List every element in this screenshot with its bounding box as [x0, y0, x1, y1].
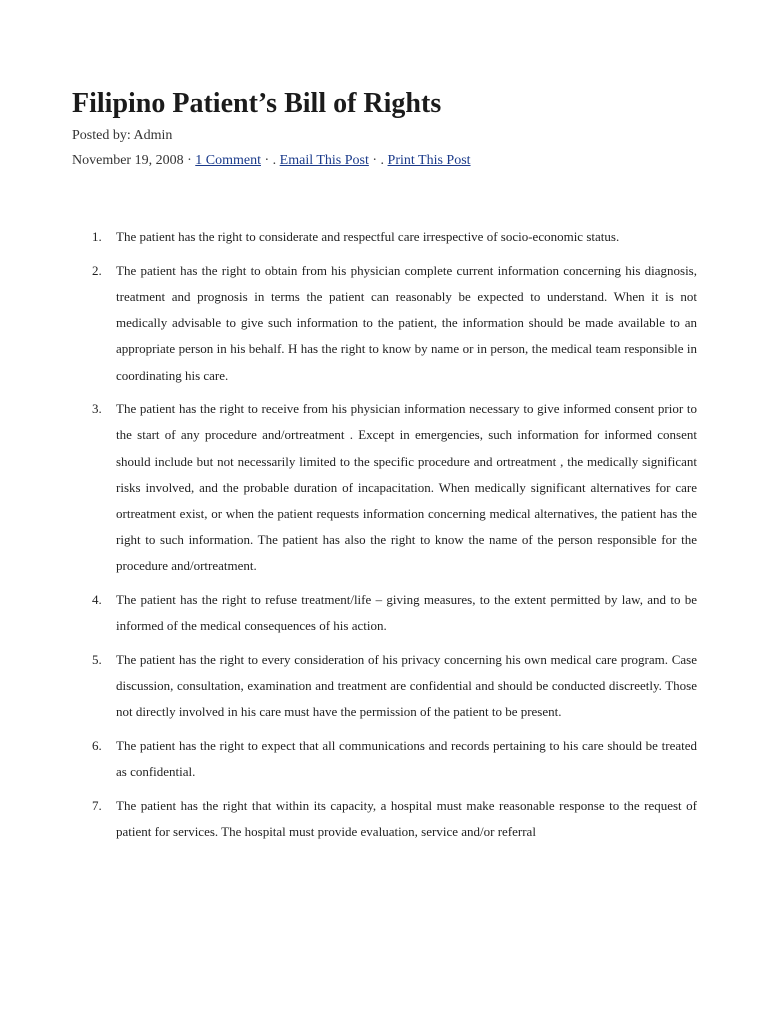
print-post-link[interactable]: Print This Post — [387, 153, 471, 168]
item-number: 2. — [92, 262, 102, 278]
item-text: The patient has the right that within its capacity, a hospital must make reasonable response to the request of patient for services. The hospital must provide evaluation, service and/or referral — [116, 798, 697, 840]
item-number: 4. — [92, 592, 102, 608]
item-number: 7. — [92, 798, 102, 814]
post-meta — [72, 152, 697, 169]
list-item — [92, 224, 697, 250]
rights-list — [92, 224, 697, 853]
post-date: November 19, 2008 — [72, 153, 184, 168]
list-item — [92, 793, 697, 845]
item-text: The patient has the right to considerate and respectful care irrespective of socio-economic status. — [116, 229, 620, 244]
posted-by: Posted by: Admin — [72, 128, 173, 143]
email-post-link[interactable]: Email This Post — [279, 153, 369, 168]
separator: · . — [261, 153, 280, 168]
list-item — [92, 587, 697, 639]
page-title: Filipino Patient’s Bill of Rights — [72, 88, 442, 119]
article — [72, 86, 697, 840]
item-text: The patient has the right to obtain from his physician complete current information concerning his diagnosis, treatment and prognosis in terms the patient can reasonably be expected to understand. When it is not medically advisable to give such information to the patient, the information should be made available to an appropriate person in his behalf. H has the right to know by name or in person, the medical team responsible in coordinating his care. — [116, 262, 697, 383]
item-text: The patient has the right to expect that all communications and records pertaining to his care should be treated as confidential. — [116, 738, 697, 780]
separator: · — [183, 153, 196, 168]
item-text: The patient has the right to receive from his physician information necessary to give informed consent prior to the start of any procedure and/ortreatment . Except in emergencies, such information for informed consent should include but not necessarily limited to the specific procedure and ortreatment , the medically significant risks involved, and the probable duration of incapacitation. When medically significant alternatives for care ortreatment exist, or when the patient requests information concerning medical alternatives, the patient has the right to such information. The patient has also the right to know the name of the person responsible for the procedure and/ortreatment. — [116, 401, 697, 574]
list-item — [92, 396, 697, 579]
separator: · . — [368, 153, 388, 168]
list-item — [92, 647, 697, 726]
list-item — [92, 733, 697, 785]
item-number: 1. — [92, 229, 102, 244]
item-text: The patient has the right to every consideration of his privacy concerning his own medical care program. Case discussion, consultation, examination and treatment are confidential and should be conducted discreetly. Those not directly involved in his care must have the permission of the patient to be present. — [116, 652, 697, 720]
list-item — [92, 258, 697, 389]
item-number: 6. — [92, 738, 102, 754]
item-text: The patient has the right to refuse treatment/life – giving measures, to the extent permitted by law, and to be informed of the medical consequences of his action. — [116, 592, 697, 634]
comment-link[interactable]: 1 Comment — [195, 153, 261, 168]
item-number: 5. — [92, 652, 102, 668]
item-number: 3. — [92, 401, 102, 417]
